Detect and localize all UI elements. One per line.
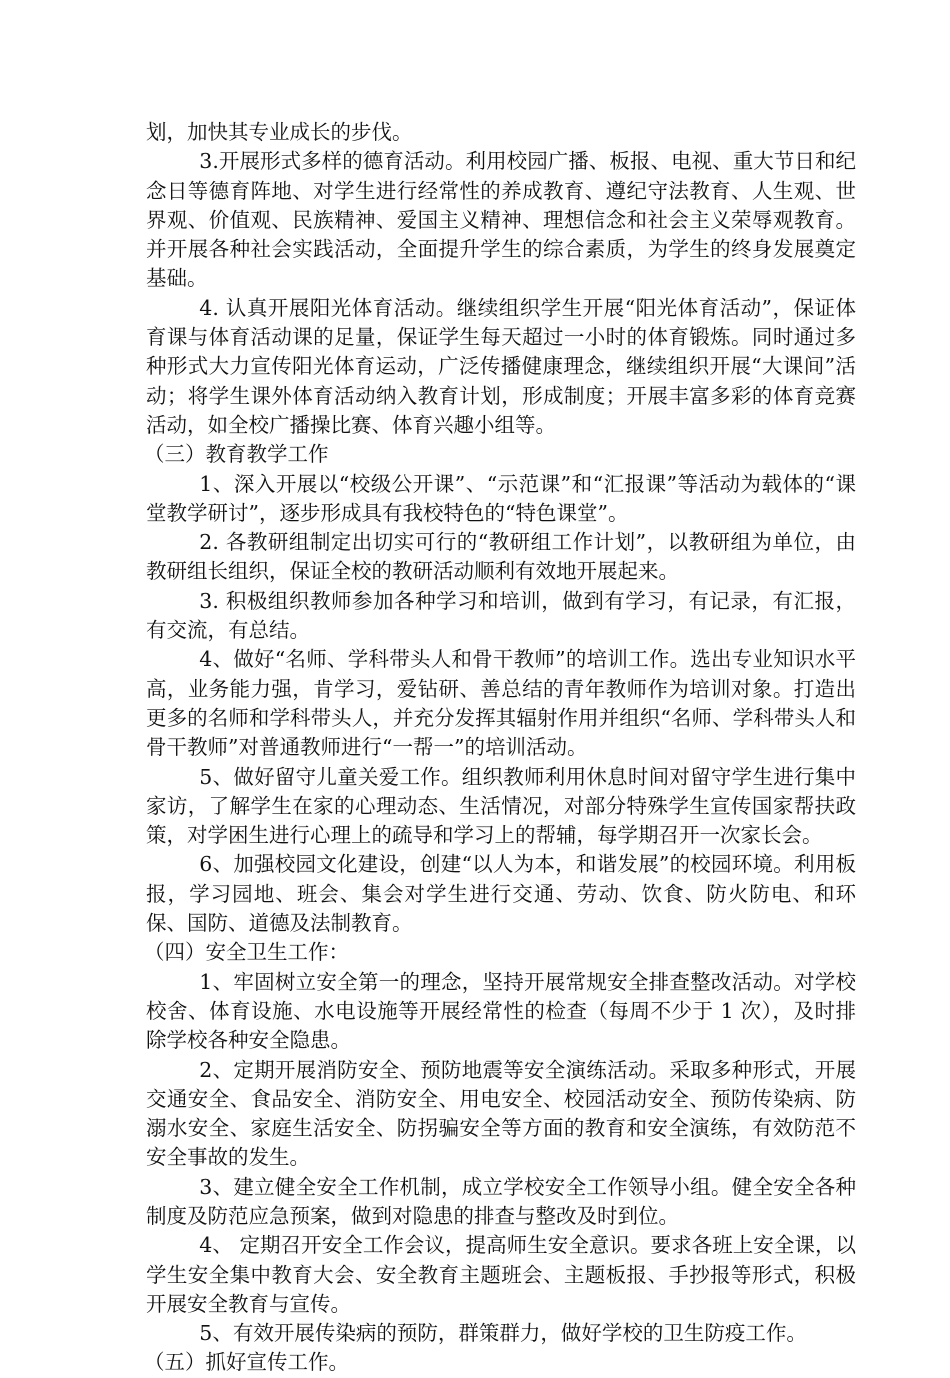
paragraph-safety-4: 4、 定期召开安全工作会议，提高师生安全意识。要求各班上安全课，以学生安全集中教育大会、安全教育主题班会、主题板报、手抄报等形式，积极开展安全教育与宣传。 <box>146 1233 856 1316</box>
paragraph-teaching-4: 4、做好“名师、学科带头人和骨干教师”的培训工作。选出专业知识水平高，业务能力强，肯学习，爱钻研、善总结的青年教师作为培训对象。打造出更多的名师和学科带头人，并充分发挥其辐射作用并组织“名师、学科带头人和骨干教师”对普通教师进行“一帮一”的培训活动。 <box>146 647 856 760</box>
paragraph-safety-1: 1、牢固树立安全第一的理念，坚持开展常规安全排查整改活动。对学校校舍、体育设施、水电设施等开展经常性的检查（每周不少于 1 次），及时排除学校各种安全隐患。 <box>146 969 856 1053</box>
paragraph-teaching-3: 3. 积极组织教师参加各种学习和培训，做到有学习，有记录，有汇报，有交流，有总结。 <box>146 588 856 643</box>
section-heading-teaching: （三）教育教学工作 <box>144 442 329 467</box>
paragraph-teaching-1: 1、深入开展以“校级公开课”、“示范课”和“汇报课”等活动为载体的“课堂教学研讨”，逐步形成具有我校特色的“特色课堂”。 <box>146 471 856 525</box>
section-heading-safety: （四）安全卫生工作： <box>144 940 349 965</box>
paragraph-continuation: 划，加快其专业成长的步伐。 <box>146 120 413 144</box>
paragraph-teaching-6: 6、加强校园文化建设，创建“以人为本，和谐发展”的校园环境。利用板报，学习园地、班会、集会对学生进行交通、劳动、饮食、防火防电、和环保、国防、道德及法制教育。 <box>146 852 856 936</box>
paragraph-teaching-5: 5、做好留守儿童关爱工作。组织教师利用休息时间对留守学生进行集中家访，了解学生在家的心理动态、生活情况，对部分特殊学生宣传国家帮扶政策，对学困生进行心理上的疏导和学习上的帮辅，每学期召开一次家长会。 <box>146 764 856 848</box>
paragraph-safety-5: 5、有效开展传染病的预防，群策群力，做好学校的卫生防疫工作。 <box>199 1321 807 1346</box>
paragraph-safety-2: 2、定期开展消防安全、预防地震等安全演练活动。采取多种形式，开展交通安全、食品安全、消防安全、用电安全、校园活动安全、预防传染病、防溺水安全、家庭生活安全、防拐骗安全等方面的教育和安全演练，有效防范不安全事故的发生。 <box>146 1057 856 1170</box>
section-heading-publicity: （五）抓好宣传工作。 <box>144 1350 349 1375</box>
paragraph-sunshine-sports: 4. 认真开展阳光体育活动。继续组织学生开展“阳光体育活动”，保证体育课与体育活动课的足量，保证学生每天超过一小时的体育锻炼。同时通过多种形式大力宣传阳光体育运动，广泛传播健康理念，继续组织开展“大课间”活动；将学生课外体育活动纳入教育计划，形成制度；开展丰富多彩的体育竞赛活动，如全校广播操比赛、体育兴趣小组等。 <box>146 295 856 437</box>
paragraph-moral-education: 3.开展形式多样的德育活动。利用校园广播、板报、电视、重大节日和纪念日等德育阵地、对学生进行经常性的养成教育、遵纪守法教育、人生观、世界观、价值观、民族精神、爱国主义精神、理想信念和社会主义荣辱观教育。并开展各种社会实践活动，全面提升学生的综合素质，为学生的终身发展奠定基础。 <box>146 149 856 291</box>
paragraph-safety-3: 3、建立健全安全工作机制，成立学校安全工作领导小组。健全安全各种制度及防范应急预案，做到对隐患的排查与整改及时到位。 <box>146 1174 856 1228</box>
paragraph-teaching-2: 2. 各教研组制定出切实可行的“教研组工作计划”，以教研组为单位，由教研组长组织，保证全校的教研活动顺利有效地开展起来。 <box>146 530 856 584</box>
